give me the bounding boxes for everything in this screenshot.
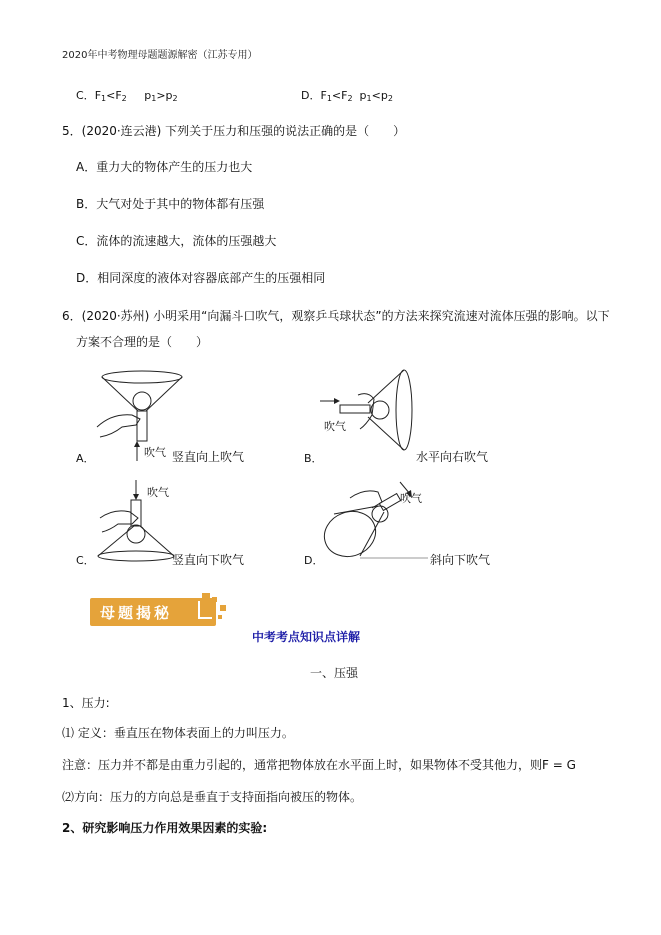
banner-label: 母题揭秘 bbox=[100, 604, 173, 622]
figure-a-blow-label: 吹气 bbox=[144, 446, 166, 459]
q5-option-b: B．大气对处于其中的物体都有压强 bbox=[76, 197, 265, 211]
q5-option-c: C．流体的流速越大，流体的压强越大 bbox=[76, 234, 277, 248]
q6-stem-line2: 方案不合理的是（ ） bbox=[76, 335, 209, 349]
q5-stem: 5．(2020·连云港) 下列关于压力和压强的说法正确的是（ ） bbox=[62, 124, 406, 138]
figure-b-funnel-right bbox=[318, 365, 418, 455]
section-title: 一、压强 bbox=[310, 666, 359, 680]
q4-option-d: D．$F_1<F_2$ $p_1<p_2$ bbox=[301, 89, 393, 103]
note-definition: ⑴ 定义：垂直压在物体表面上的力叫压力。 bbox=[62, 726, 294, 740]
banner-decor-icon bbox=[198, 601, 212, 619]
q6-option-b-letter: B． bbox=[304, 452, 323, 465]
q5-option-d: D．相同深度的液体对容器底部产生的压强相同 bbox=[76, 271, 326, 285]
q6-option-c-caption: 竖直向下吹气 bbox=[172, 553, 245, 567]
q6-option-a-caption: 竖直向上吹气 bbox=[172, 450, 245, 464]
q4-option-c: C．$F_1<F_2$ $p_1>p_2$ bbox=[76, 89, 178, 103]
note-pressure-heading: 1、压力: bbox=[62, 696, 110, 710]
page-header: 2020年中考物理母题题源解密（江苏专用） bbox=[62, 50, 258, 61]
q5-option-a: A．重力大的物体产生的压力也大 bbox=[76, 160, 253, 174]
note-experiment-heading: 2、研究影响压力作用效果因素的实验: bbox=[62, 821, 268, 835]
q6-option-a-letter: A． bbox=[76, 452, 95, 465]
figure-c-blow-label: 吹气 bbox=[147, 486, 169, 499]
figure-d-blow-label: 吹气 bbox=[400, 492, 422, 505]
note-direction: ⑵方向：压力的方向总是垂直于支持面指向被压的物体。 bbox=[62, 790, 363, 804]
q6-option-d-letter: D． bbox=[304, 554, 324, 567]
section-subtitle: 中考考点知识点详解 bbox=[252, 630, 361, 644]
q6-option-c-letter: C． bbox=[76, 554, 95, 567]
section-banner bbox=[90, 593, 216, 629]
q6-option-d-caption: 斜向下吹气 bbox=[430, 553, 491, 567]
q6-stem-line1: 6．(2020·苏州) 小明采用“向漏斗口吹气，观察乒乓球状态”的方法来探究流速对流体压强的影响。以下 bbox=[62, 309, 610, 323]
figure-b-blow-label: 吹气 bbox=[324, 420, 346, 433]
note-attention: 注意：压力并不都是由重力引起的，通常把物体放在水平面上时，如果物体不受其他力，则F = G bbox=[62, 758, 576, 772]
q6-option-b-caption: 水平向右吹气 bbox=[416, 450, 489, 464]
